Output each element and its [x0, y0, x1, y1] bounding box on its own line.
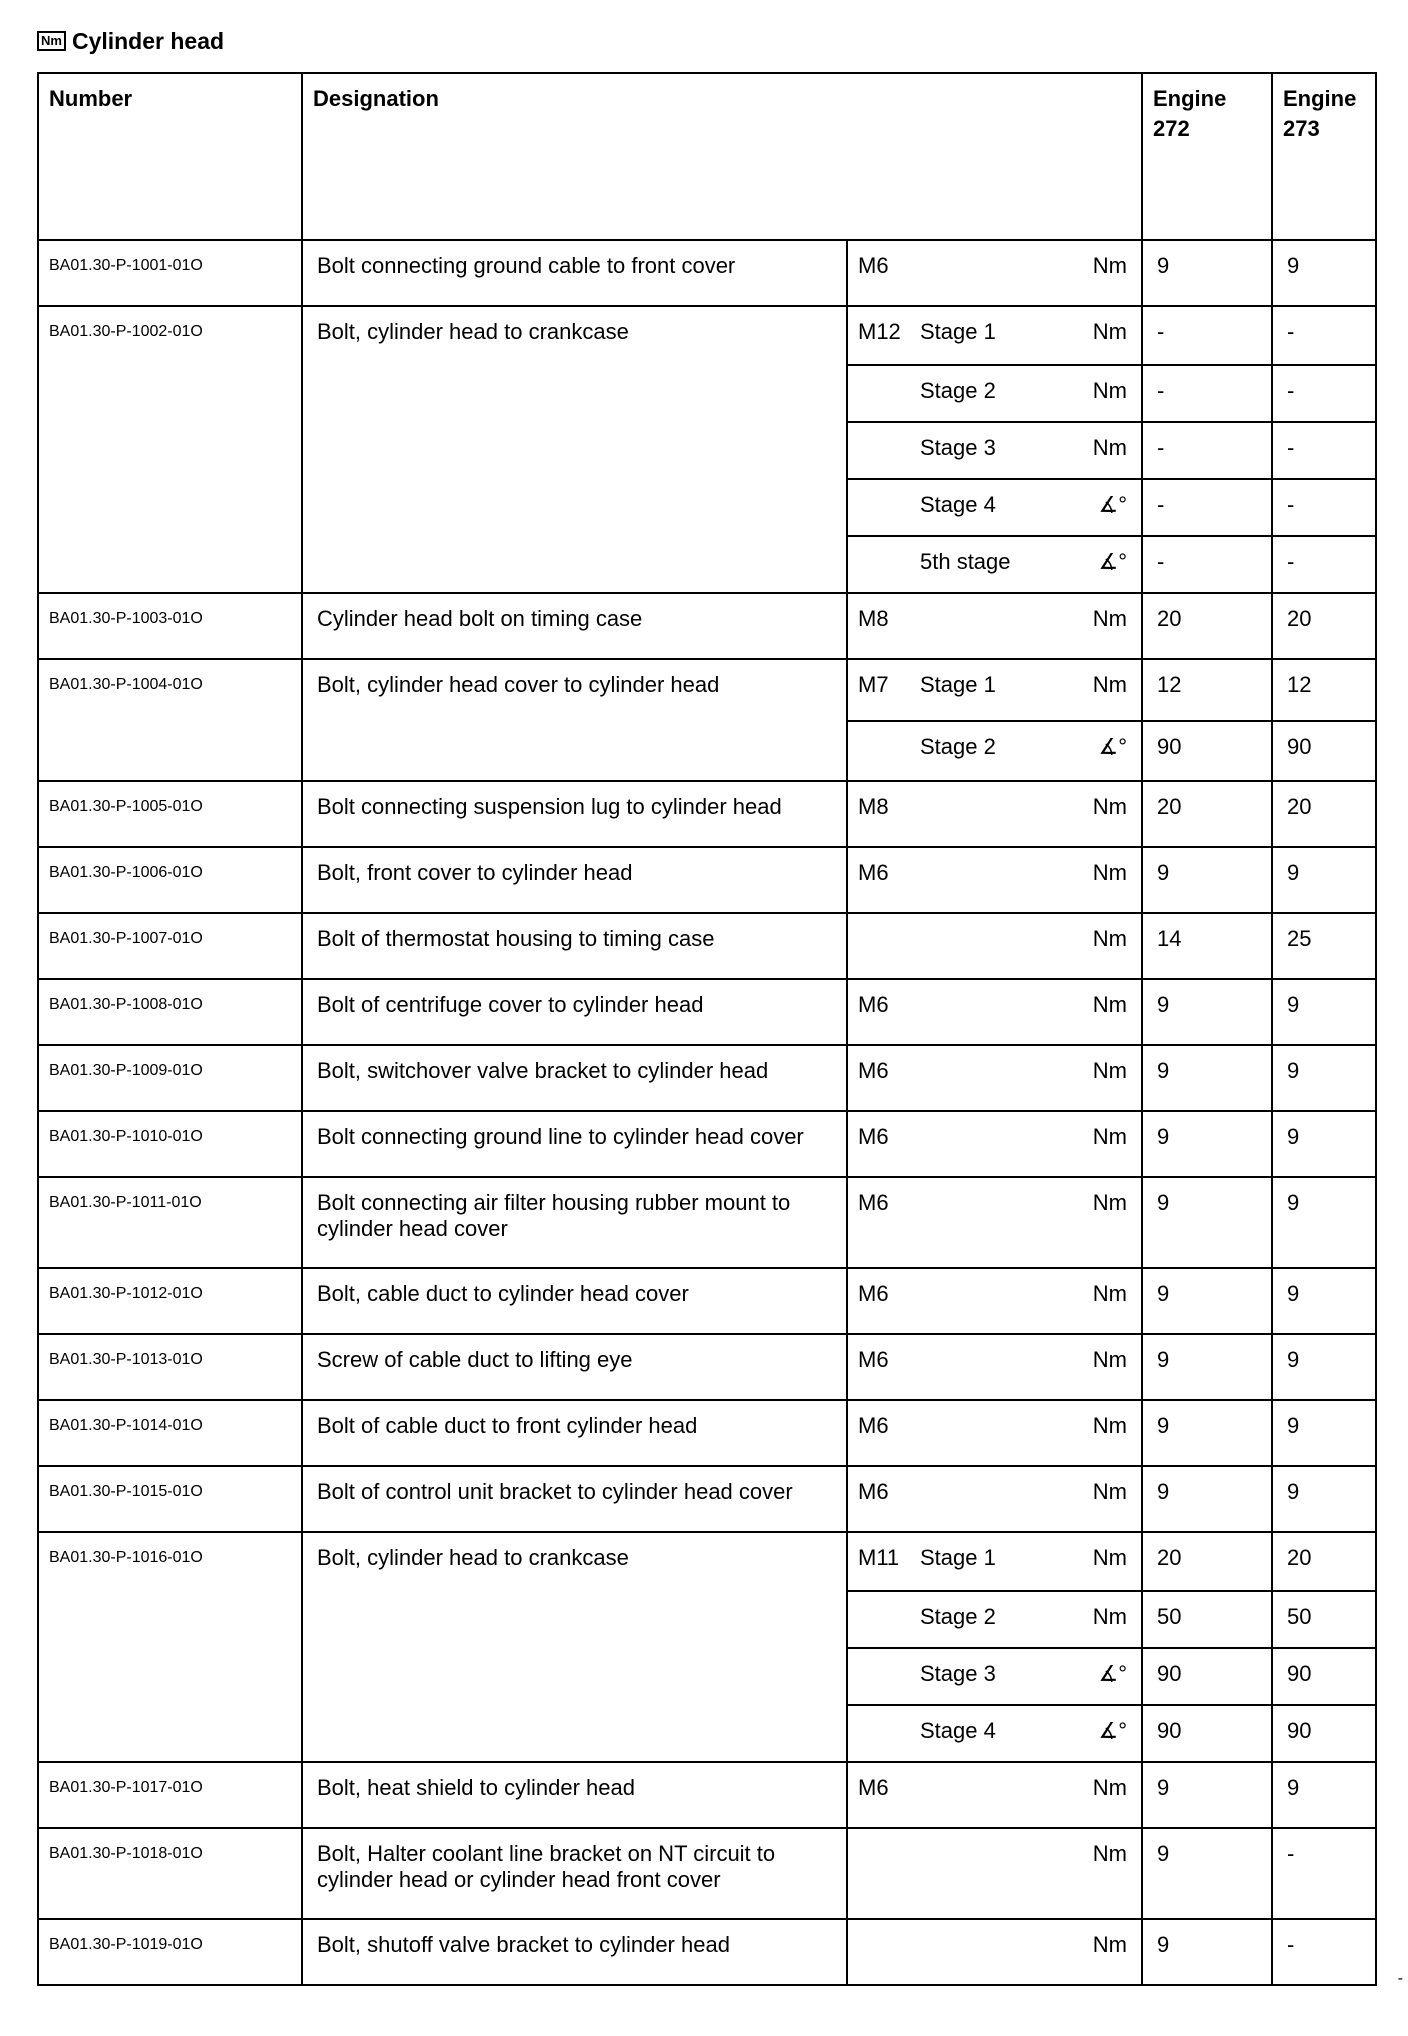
part-number: BA01.30-P-1008-01O — [38, 979, 302, 1045]
table-row — [38, 1828, 1376, 1919]
table-header-row — [38, 73, 1376, 240]
designation: Bolt, switchover valve bracket to cylinder head — [302, 1045, 847, 1111]
part-number: BA01.30-P-1007-01O — [38, 913, 302, 979]
engine-273-cell — [1272, 1466, 1376, 1532]
torque-value-272: 12 — [1157, 672, 1182, 697]
engine-272-cell — [1142, 1400, 1272, 1466]
torque-value-273: 9 — [1287, 1190, 1300, 1215]
torque-value-273: 25 — [1287, 926, 1312, 951]
designation: Screw of cable duct to lifting eye — [302, 1334, 847, 1400]
torque-value-272: 20 — [1157, 1545, 1182, 1570]
torque-value-272: 9 — [1157, 860, 1170, 885]
designation: Bolt, cylinder head to crankcase — [302, 306, 847, 593]
spec-line — [848, 535, 1141, 592]
tightening-stage: Stage 1 — [920, 319, 996, 344]
part-number: BA01.30-P-1015-01O — [38, 1466, 302, 1532]
engine-273-cell — [1272, 1334, 1376, 1400]
spec-line — [848, 1647, 1141, 1704]
col-header-designation: Designation — [302, 73, 1142, 240]
spec-cell — [847, 1532, 1142, 1762]
table-row — [38, 1762, 1376, 1828]
engine-273-cell — [1272, 1177, 1376, 1268]
engine-272-cell — [1142, 781, 1272, 847]
torque-value-272: 9 — [1157, 1841, 1170, 1866]
thread-size: M6 — [858, 1124, 889, 1149]
spec-line — [848, 1920, 1141, 1974]
unit-label: Nm — [1092, 1775, 1127, 1800]
torque-value-273: 20 — [1287, 1545, 1312, 1570]
spec-cell — [847, 240, 1142, 306]
torque-value-272: 20 — [1157, 606, 1182, 631]
torque-value-273: 90 — [1273, 720, 1375, 780]
engine-273-cell — [1272, 1268, 1376, 1334]
spec-line — [848, 848, 1141, 902]
engine-272-cell — [1142, 1919, 1272, 1985]
designation: Cylinder head bolt on timing case — [302, 593, 847, 659]
thread-size: M6 — [858, 1190, 889, 1215]
part-number: BA01.30-P-1019-01O — [38, 1919, 302, 1985]
engine-272-cell — [1142, 979, 1272, 1045]
unit-label: Nm — [1092, 606, 1127, 631]
designation: Bolt, heat shield to cylinder head — [302, 1762, 847, 1828]
table-row — [38, 913, 1376, 979]
engine-273-cell — [1272, 847, 1376, 913]
engine-272-cell — [1142, 913, 1272, 979]
torque-value-273: - — [1273, 421, 1375, 478]
part-number: BA01.30-P-1012-01O — [38, 1268, 302, 1334]
table-row — [38, 306, 1376, 593]
torque-value-272: 9 — [1157, 1347, 1170, 1372]
torque-value-273: 9 — [1287, 1058, 1300, 1083]
engine-272-cell — [1142, 240, 1272, 306]
spec-cell — [847, 1334, 1142, 1400]
thread-size: M6 — [858, 1479, 889, 1504]
spec-cell — [847, 1762, 1142, 1828]
part-number: BA01.30-P-1003-01O — [38, 593, 302, 659]
tightening-stage: Stage 1 — [920, 672, 996, 697]
engine-272-cell — [1142, 1466, 1272, 1532]
engine-272-cell — [1142, 1334, 1272, 1400]
torque-value-273: 9 — [1287, 1347, 1300, 1372]
torque-value-272: 9 — [1157, 1190, 1170, 1215]
unit-label: Nm — [1092, 435, 1127, 460]
table-row — [38, 1045, 1376, 1111]
table-row — [38, 1466, 1376, 1532]
spec-cell — [847, 1177, 1142, 1268]
torque-value-272: 14 — [1157, 926, 1182, 951]
torque-value-273: 9 — [1287, 1775, 1300, 1800]
thread-size: M6 — [858, 992, 889, 1017]
engine-273-cell — [1272, 306, 1376, 593]
unit-label: Nm — [1092, 992, 1127, 1017]
table-row — [38, 781, 1376, 847]
designation: Bolt of cable duct to front cylinder head — [302, 1400, 847, 1466]
engine-272-cell — [1142, 1762, 1272, 1828]
table-row — [38, 979, 1376, 1045]
torque-value-272: 20 — [1157, 794, 1182, 819]
designation: Bolt of thermostat housing to timing case — [302, 913, 847, 979]
engine-273-cell — [1272, 1045, 1376, 1111]
designation: Bolt, front cover to cylinder head — [302, 847, 847, 913]
table-row — [38, 1111, 1376, 1177]
torque-value-272: - — [1143, 421, 1271, 478]
table-row — [38, 847, 1376, 913]
spec-line — [848, 1401, 1141, 1455]
unit-label: Nm — [1092, 378, 1127, 403]
unit-label: Nm — [1092, 1058, 1127, 1083]
spec-cell — [847, 1045, 1142, 1111]
torque-value-273: - — [1287, 1932, 1295, 1957]
tightening-stage: Stage 1 — [920, 1545, 996, 1570]
table-row — [38, 240, 1376, 306]
tightening-stage: Stage 2 — [920, 378, 996, 403]
spec-cell — [847, 847, 1142, 913]
unit-label: ∡° — [1098, 492, 1127, 517]
torque-value-272: 9 — [1157, 1058, 1170, 1083]
tightening-stage: Stage 4 — [920, 492, 996, 517]
torque-value-272: 50 — [1143, 1590, 1271, 1647]
torque-value-273: - — [1273, 478, 1375, 535]
unit-label: Nm — [1092, 1479, 1127, 1504]
torque-value-272: 9 — [1157, 1479, 1170, 1504]
unit-label: Nm — [1092, 1545, 1127, 1570]
unit-label: Nm — [1092, 1413, 1127, 1438]
designation: Bolt, cable duct to cylinder head cover — [302, 1268, 847, 1334]
thread-size: M8 — [858, 794, 889, 819]
engine-273-cell — [1272, 1111, 1376, 1177]
designation: Bolt, shutoff valve bracket to cylinder head — [302, 1919, 847, 1985]
torque-value-273: 9 — [1287, 1281, 1300, 1306]
engine-273-cell — [1272, 1762, 1376, 1828]
torque-value-273: 9 — [1287, 992, 1300, 1017]
unit-label: Nm — [1092, 1124, 1127, 1149]
spec-cell — [847, 979, 1142, 1045]
torque-value-272: 9 — [1157, 1413, 1170, 1438]
engine-273-cell — [1272, 240, 1376, 306]
torque-value-273: - — [1273, 535, 1375, 592]
section-heading — [37, 26, 224, 56]
unit-label: ∡° — [1098, 1661, 1127, 1686]
torque-value-273: 20 — [1287, 606, 1312, 631]
tightening-stage: Stage 3 — [920, 435, 996, 460]
spec-line — [848, 1335, 1141, 1389]
torque-value-273: 90 — [1273, 1647, 1375, 1704]
torque-value-273: 90 — [1273, 1704, 1375, 1761]
tightening-stage: Stage 4 — [920, 1718, 996, 1743]
engine-272-cell — [1142, 847, 1272, 913]
torque-value-273: - — [1287, 1841, 1295, 1866]
unit-label: Nm — [1092, 926, 1127, 951]
spec-line — [848, 1112, 1141, 1166]
torque-value-273: 9 — [1287, 1479, 1300, 1504]
engine-273-cell — [1272, 1532, 1376, 1762]
spec-cell — [847, 593, 1142, 659]
unit-label: Nm — [1092, 1932, 1127, 1957]
spec-cell — [847, 1400, 1142, 1466]
spec-line — [848, 421, 1141, 478]
spec-line — [848, 914, 1141, 968]
torque-value-273: 50 — [1273, 1590, 1375, 1647]
spec-cell — [847, 306, 1142, 593]
torque-value-272: 9 — [1157, 1932, 1170, 1957]
col-header-number: Number — [38, 73, 302, 240]
unit-label: Nm — [1092, 672, 1127, 697]
designation: Bolt connecting air filter housing rubber mount to cylinder head cover — [302, 1177, 847, 1268]
designation: Bolt connecting ground line to cylinder head cover — [302, 1111, 847, 1177]
designation: Bolt of control unit bracket to cylinder head cover — [302, 1466, 847, 1532]
torque-value-273: 9 — [1287, 1413, 1300, 1438]
torque-value-273: 20 — [1287, 794, 1312, 819]
engine-272-cell — [1142, 593, 1272, 659]
spec-line — [848, 364, 1141, 421]
unit-label: Nm — [1092, 860, 1127, 885]
torque-value-272: 9 — [1157, 1281, 1170, 1306]
unit-label: Nm — [1092, 794, 1127, 819]
part-number: BA01.30-P-1014-01O — [38, 1400, 302, 1466]
unit-label: Nm — [1092, 1604, 1127, 1629]
engine-273-cell — [1272, 1919, 1376, 1985]
part-number: BA01.30-P-1001-01O — [38, 240, 302, 306]
unit-label: Nm — [1092, 1841, 1127, 1866]
spec-cell — [847, 1268, 1142, 1334]
spec-line — [848, 1178, 1141, 1232]
torque-value-272: 9 — [1157, 1775, 1170, 1800]
engine-272-cell — [1142, 1268, 1272, 1334]
spec-cell — [847, 913, 1142, 979]
designation: Bolt connecting suspension lug to cylinder head — [302, 781, 847, 847]
torque-value-272: 90 — [1143, 1647, 1271, 1704]
thread-size: M6 — [858, 253, 889, 278]
torque-value-273: 12 — [1287, 672, 1312, 697]
unit-label: ∡° — [1098, 549, 1127, 574]
part-number: BA01.30-P-1018-01O — [38, 1828, 302, 1919]
part-number: BA01.30-P-1011-01O — [38, 1177, 302, 1268]
spec-line — [848, 1467, 1141, 1521]
thread-size: M11 — [858, 1545, 900, 1570]
engine-273-cell — [1272, 659, 1376, 781]
designation: Bolt connecting ground cable to front cover — [302, 240, 847, 306]
unit-label: ∡° — [1098, 734, 1127, 759]
torque-value-272: - — [1143, 364, 1271, 421]
part-number: BA01.30-P-1010-01O — [38, 1111, 302, 1177]
engine-272-cell — [1142, 1111, 1272, 1177]
spec-line — [848, 720, 1141, 780]
thread-size: M6 — [858, 1281, 889, 1306]
spec-line — [848, 1269, 1141, 1323]
spec-line — [848, 478, 1141, 535]
unit-label: Nm — [1092, 1281, 1127, 1306]
designation: Bolt, cylinder head cover to cylinder head — [302, 659, 847, 781]
part-number: BA01.30-P-1013-01O — [38, 1334, 302, 1400]
torque-value-272: - — [1157, 319, 1165, 344]
unit-label: Nm — [1092, 1347, 1127, 1372]
designation: Bolt, cylinder head to crankcase — [302, 1532, 847, 1762]
engine-273-cell — [1272, 781, 1376, 847]
col-header-engine-272: Engine 272 — [1142, 73, 1272, 240]
table-row — [38, 1177, 1376, 1268]
spec-cell — [847, 1111, 1142, 1177]
engine-273-cell — [1272, 1828, 1376, 1919]
torque-value-272: 90 — [1143, 1704, 1271, 1761]
thread-size: M6 — [858, 1413, 889, 1438]
table-row — [38, 1268, 1376, 1334]
spec-line — [848, 1590, 1141, 1647]
edge-mark: ‐ — [1397, 1970, 1403, 1987]
thread-size: M6 — [858, 1347, 889, 1372]
part-number: BA01.30-P-1002-01O — [38, 306, 302, 593]
unit-label: Nm — [1092, 1190, 1127, 1215]
thread-size: M6 — [858, 1775, 889, 1800]
table-row — [38, 659, 1376, 781]
spec-line — [848, 1533, 1141, 1590]
col-header-engine-273: Engine 273 — [1272, 73, 1376, 240]
torque-table — [37, 72, 1377, 1986]
torque-value-272: - — [1143, 535, 1271, 592]
unit-label: Nm — [1092, 319, 1127, 344]
thread-size: M6 — [858, 860, 889, 885]
engine-272-cell — [1142, 1177, 1272, 1268]
spec-line — [848, 307, 1141, 364]
table-row — [38, 1334, 1376, 1400]
page-title: Cylinder head — [71, 27, 225, 54]
table-row — [38, 1400, 1376, 1466]
tightening-stage: Stage 2 — [920, 734, 996, 759]
thread-size: M8 — [858, 606, 889, 631]
torque-value-273: 9 — [1287, 860, 1300, 885]
torque-value-272: 9 — [1157, 1124, 1170, 1149]
thread-size: M7 — [858, 672, 889, 697]
torque-value-273: - — [1273, 364, 1375, 421]
engine-272-cell — [1142, 1045, 1272, 1111]
engine-272-cell — [1142, 1532, 1272, 1762]
torque-value-272: 9 — [1157, 253, 1170, 278]
tightening-stage: Stage 2 — [920, 1604, 996, 1629]
part-number: BA01.30-P-1009-01O — [38, 1045, 302, 1111]
engine-272-cell — [1142, 306, 1272, 593]
engine-272-cell — [1142, 659, 1272, 781]
engine-273-cell — [1272, 913, 1376, 979]
table-row — [38, 593, 1376, 659]
unit-label: Nm — [1092, 253, 1127, 278]
torque-value-272: - — [1143, 478, 1271, 535]
spec-line — [848, 1829, 1141, 1883]
spec-line — [848, 594, 1141, 648]
spec-line — [848, 782, 1141, 836]
spec-cell — [847, 1466, 1142, 1532]
torque-value-273: 9 — [1287, 1124, 1300, 1149]
engine-273-cell — [1272, 593, 1376, 659]
spec-line — [848, 980, 1141, 1034]
torque-value-273: - — [1287, 319, 1295, 344]
unit-label: ∡° — [1098, 1718, 1127, 1743]
torque-value-273: 9 — [1287, 253, 1300, 278]
torque-nm-icon: Nm — [37, 31, 66, 51]
spec-cell — [847, 1919, 1142, 1985]
torque-value-272: 9 — [1157, 992, 1170, 1017]
part-number: BA01.30-P-1004-01O — [38, 659, 302, 781]
torque-value-272: 90 — [1143, 720, 1271, 780]
designation: Bolt, Halter coolant line bracket on NT circuit to cylinder head or cylinder head front cover — [302, 1828, 847, 1919]
table-row — [38, 1532, 1376, 1762]
spec-line — [848, 241, 1141, 295]
spec-line — [848, 1704, 1141, 1761]
tightening-stage: 5th stage — [920, 549, 1011, 574]
table-row — [38, 1919, 1376, 1985]
engine-273-cell — [1272, 1400, 1376, 1466]
tightening-stage: Stage 3 — [920, 1661, 996, 1686]
part-number: BA01.30-P-1017-01O — [38, 1762, 302, 1828]
part-number: BA01.30-P-1006-01O — [38, 847, 302, 913]
thread-size: M6 — [858, 1058, 889, 1083]
spec-line — [848, 660, 1141, 720]
designation: Bolt of centrifuge cover to cylinder head — [302, 979, 847, 1045]
engine-272-cell — [1142, 1828, 1272, 1919]
thread-size: M12 — [858, 319, 901, 344]
part-number: BA01.30-P-1016-01O — [38, 1532, 302, 1762]
spec-cell — [847, 781, 1142, 847]
engine-273-cell — [1272, 979, 1376, 1045]
part-number: BA01.30-P-1005-01O — [38, 781, 302, 847]
spec-cell — [847, 659, 1142, 781]
spec-cell — [847, 1828, 1142, 1919]
spec-line — [848, 1046, 1141, 1100]
spec-line — [848, 1763, 1141, 1817]
